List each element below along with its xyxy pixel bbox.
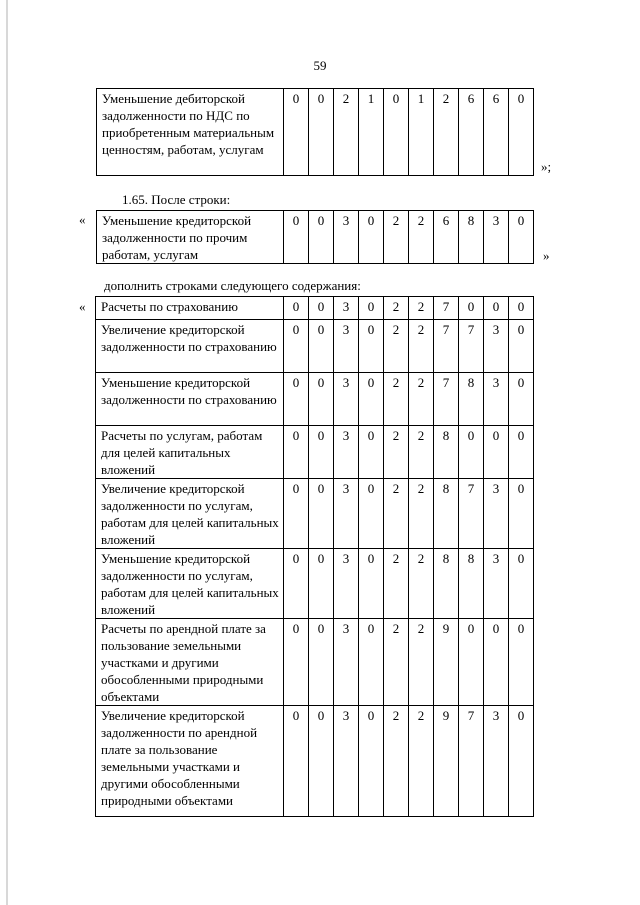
code-digit-3: 3 bbox=[334, 320, 359, 373]
code-digit-1: 0 bbox=[284, 706, 309, 817]
code-digit-7: 7 bbox=[434, 297, 459, 320]
page-edge bbox=[6, 0, 8, 905]
code-digit-9: 3 bbox=[484, 706, 509, 817]
code-digit-4: 1 bbox=[359, 89, 384, 176]
code-digit-4: 0 bbox=[359, 211, 384, 264]
code-digit-5: 2 bbox=[384, 426, 409, 479]
code-digit-8: 6 bbox=[459, 89, 484, 176]
open-quote-mark: « bbox=[79, 299, 86, 314]
code-digit-5: 2 bbox=[384, 706, 409, 817]
code-digit-6: 2 bbox=[409, 479, 434, 549]
code-digit-5: 2 bbox=[384, 479, 409, 549]
paragraph-after-line: 1.65. После строки: bbox=[122, 192, 231, 207]
code-digit-9: 3 bbox=[484, 479, 509, 549]
code-digit-7: 2 bbox=[434, 89, 459, 176]
row-description: Увеличение кредиторской задолженности по арендной плате за пользование земельными участками и другими обособленными природными объектами bbox=[96, 706, 284, 817]
code-digit-3: 3 bbox=[334, 426, 359, 479]
code-digit-6: 1 bbox=[409, 89, 434, 176]
code-digit-3: 3 bbox=[334, 549, 359, 619]
code-digit-4: 0 bbox=[359, 297, 384, 320]
code-digit-3: 3 bbox=[334, 619, 359, 706]
code-digit-2: 0 bbox=[309, 706, 334, 817]
code-digit-6: 2 bbox=[409, 373, 434, 426]
table-row bbox=[96, 549, 534, 619]
code-digit-5: 2 bbox=[384, 619, 409, 706]
code-digit-3: 2 bbox=[334, 89, 359, 176]
code-digit-7: 8 bbox=[434, 479, 459, 549]
code-digit-9: 6 bbox=[484, 89, 509, 176]
code-digit-4: 0 bbox=[359, 320, 384, 373]
code-digit-2: 0 bbox=[309, 211, 334, 264]
code-digit-10: 0 bbox=[509, 320, 534, 373]
code-digit-6: 2 bbox=[409, 297, 434, 320]
code-digit-2: 0 bbox=[309, 297, 334, 320]
code-digit-3: 3 bbox=[334, 211, 359, 264]
code-digit-8: 8 bbox=[459, 373, 484, 426]
row-description: Уменьшение кредиторской задолженности по услугам, работам для целей капитальных вложений bbox=[96, 549, 284, 619]
code-digit-10: 0 bbox=[509, 426, 534, 479]
table-reduction-receivables bbox=[96, 88, 534, 176]
open-quote-mark: « bbox=[79, 212, 86, 227]
table-row bbox=[97, 89, 534, 176]
code-digit-5: 2 bbox=[384, 373, 409, 426]
code-digit-6: 2 bbox=[409, 619, 434, 706]
code-digit-3: 3 bbox=[334, 297, 359, 320]
code-digit-6: 2 bbox=[409, 211, 434, 264]
code-digit-8: 7 bbox=[459, 479, 484, 549]
close-quote-mark: »; bbox=[541, 159, 552, 174]
table-row bbox=[96, 426, 534, 479]
table-reduction-payables-other bbox=[96, 210, 534, 264]
close-quote-mark: » bbox=[543, 248, 550, 263]
code-digit-8: 8 bbox=[459, 211, 484, 264]
code-digit-10: 0 bbox=[509, 549, 534, 619]
code-digit-8: 0 bbox=[459, 619, 484, 706]
code-digit-9: 3 bbox=[484, 373, 509, 426]
code-digit-7: 8 bbox=[434, 549, 459, 619]
table-row bbox=[96, 320, 534, 373]
code-digit-4: 0 bbox=[359, 373, 384, 426]
code-digit-9: 0 bbox=[484, 297, 509, 320]
code-digit-5: 2 bbox=[384, 211, 409, 264]
code-digit-3: 3 bbox=[334, 706, 359, 817]
code-digit-6: 2 bbox=[409, 426, 434, 479]
code-digit-8: 8 bbox=[459, 549, 484, 619]
row-description: Расчеты по арендной плате за пользование земельными участками и другими обособленными природными объектами bbox=[96, 619, 284, 706]
code-digit-9: 3 bbox=[484, 549, 509, 619]
code-digit-2: 0 bbox=[309, 89, 334, 176]
table-row bbox=[96, 479, 534, 549]
code-digit-2: 0 bbox=[309, 320, 334, 373]
code-digit-1: 0 bbox=[284, 297, 309, 320]
table-row bbox=[96, 373, 534, 426]
code-digit-4: 0 bbox=[359, 426, 384, 479]
code-digit-7: 9 bbox=[434, 706, 459, 817]
code-digit-2: 0 bbox=[309, 549, 334, 619]
code-digit-8: 0 bbox=[459, 297, 484, 320]
code-digit-6: 2 bbox=[409, 706, 434, 817]
code-digit-10: 0 bbox=[509, 211, 534, 264]
code-digit-3: 3 bbox=[334, 373, 359, 426]
code-digit-5: 2 bbox=[384, 549, 409, 619]
code-digit-5: 2 bbox=[384, 320, 409, 373]
page-number: 59 bbox=[313, 58, 327, 73]
code-digit-5: 0 bbox=[384, 89, 409, 176]
code-digit-1: 0 bbox=[284, 619, 309, 706]
table-row bbox=[97, 211, 534, 264]
code-digit-9: 3 bbox=[484, 211, 509, 264]
code-digit-2: 0 bbox=[309, 619, 334, 706]
code-digit-1: 0 bbox=[284, 549, 309, 619]
code-digit-6: 2 bbox=[409, 320, 434, 373]
code-digit-10: 0 bbox=[509, 619, 534, 706]
code-digit-8: 7 bbox=[459, 706, 484, 817]
code-digit-7: 9 bbox=[434, 619, 459, 706]
row-description: Уменьшение кредиторской задолженности по страхованию bbox=[96, 373, 284, 426]
code-digit-9: 0 bbox=[484, 619, 509, 706]
code-digit-4: 0 bbox=[359, 619, 384, 706]
code-digit-10: 0 bbox=[509, 89, 534, 176]
code-digit-1: 0 bbox=[284, 373, 309, 426]
code-digit-10: 0 bbox=[509, 373, 534, 426]
code-digit-6: 2 bbox=[409, 549, 434, 619]
code-digit-8: 7 bbox=[459, 320, 484, 373]
code-digit-10: 0 bbox=[509, 479, 534, 549]
row-description: Расчеты по страхованию bbox=[96, 297, 284, 320]
code-digit-1: 0 bbox=[284, 479, 309, 549]
row-description: Увеличение кредиторской задолженности по страхованию bbox=[96, 320, 284, 373]
paragraph-supplement-lines: дополнить строками следующего содержания: bbox=[104, 278, 361, 293]
code-digit-7: 6 bbox=[434, 211, 459, 264]
code-digit-2: 0 bbox=[309, 426, 334, 479]
code-digit-4: 0 bbox=[359, 479, 384, 549]
code-digit-10: 0 bbox=[509, 297, 534, 320]
code-digit-5: 2 bbox=[384, 297, 409, 320]
code-digit-7: 8 bbox=[434, 426, 459, 479]
code-digit-1: 0 bbox=[284, 89, 309, 176]
code-digit-2: 0 bbox=[309, 479, 334, 549]
code-digit-1: 0 bbox=[284, 211, 309, 264]
code-digit-1: 0 bbox=[284, 426, 309, 479]
code-digit-2: 0 bbox=[309, 373, 334, 426]
table-row bbox=[96, 297, 534, 320]
row-description: Расчеты по услугам, работам для целей капитальных вложений bbox=[96, 426, 284, 479]
table-row bbox=[96, 619, 534, 706]
table-row bbox=[96, 706, 534, 817]
code-digit-3: 3 bbox=[334, 479, 359, 549]
table-new-lines bbox=[95, 296, 534, 817]
code-digit-8: 0 bbox=[459, 426, 484, 479]
code-digit-9: 3 bbox=[484, 320, 509, 373]
code-digit-4: 0 bbox=[359, 549, 384, 619]
code-digit-7: 7 bbox=[434, 373, 459, 426]
row-description: Уменьшение дебиторской задолженности по НДС по приобретенным материальным ценностям, работам, услугам bbox=[97, 89, 284, 176]
code-digit-10: 0 bbox=[509, 706, 534, 817]
code-digit-9: 0 bbox=[484, 426, 509, 479]
code-digit-7: 7 bbox=[434, 320, 459, 373]
row-description: Увеличение кредиторской задолженности по услугам, работам для целей капитальных вложений bbox=[96, 479, 284, 549]
code-digit-1: 0 bbox=[284, 320, 309, 373]
code-digit-4: 0 bbox=[359, 706, 384, 817]
row-description: Уменьшение кредиторской задолженности по прочим работам, услугам bbox=[97, 211, 284, 264]
